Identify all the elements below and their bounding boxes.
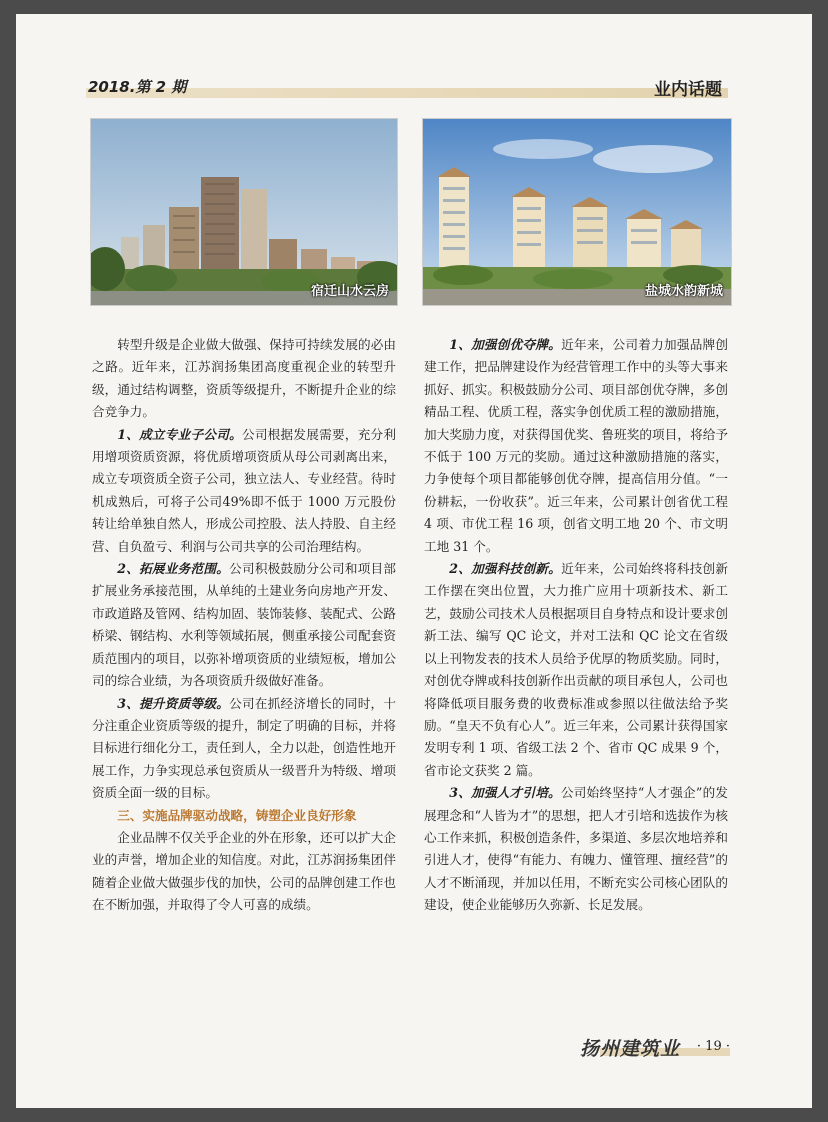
paragraph-body: 公司根据发展需要，充分利用增项资质资源，将优质增项资质从母公司剥离出来，成立专项资质全资子公司，独立法人、专业经营。待时机成熟后，可将子公司49%即不低于 1000 万元股份转让给单独自然人，形成公司控股、法人持股、自主经营、自负盈亏、利润与公司共享的公司治理结构。 bbox=[92, 426, 396, 554]
page-header bbox=[86, 76, 728, 98]
page-number: · 19 · bbox=[696, 1039, 730, 1054]
photo-right bbox=[422, 118, 732, 306]
building-photo-left bbox=[91, 119, 397, 305]
paragraph-body: 公司积极鼓励分公司和项目部扩展业务承接范围，从单纯的土建业务向房地产开发、市政道路及管网、结构加固、装饰装修、装配式、公路桥梁、钢结构、水利等领域拓展，侧重承接公司配套资质范围内的项目，以弥补增项资质的业绩短板，增加公司的综合业绩，为各项资质升级做好准备。 bbox=[92, 561, 396, 689]
page-footer bbox=[580, 1034, 730, 1060]
paragraph-body: 近年来，公司着力加强品牌创建工作，把品牌建设作为经营管理工作中的头等大事来抓好、抓实。积极鼓励分公司、项目部创优夺牌，多创精品工程、优质工程，落实争创优质工程的激励措施，加大奖励力度，对获得国优奖、鲁班奖的项目，将给予不低于 100 万元的奖励。通过这种激励措施的落实，力争使每个项目都能够创优夺牌，提高信用分值。“一份耕耘，一份收获”。近三年来，公司累计创省优工程 4 项、市优工程 16 项，创省文明工地 20 个、市文明工地 31 个。 bbox=[424, 337, 728, 554]
paragraph-body: 近年来，公司始终将科技创新工作摆在突出位置，大力推广应用十项新技术、新工艺，鼓励公司技术人员根据项目自身特点和设计要求创新工法、编写 QC 论文，并对工法和 QC 论文在省级以上刊物发表的技术人员给予优厚的物质奖励。同时，对创优夺牌或科技创新作出贡献的项目承包人，公司也将降低项目服务费的收费标准或参照以往做法给予奖励。“皇天不负有心人”。近三年来，公司累计获得国家发明专利 1 项、省级工法 2 个、省市 QC 成果 9 个，省市论文获奖 2 篇。 bbox=[424, 561, 728, 778]
section-heading: 三、实施品牌驱动战略，铸塑企业良好形象 bbox=[117, 807, 357, 823]
paragraph bbox=[424, 558, 728, 782]
paragraph bbox=[92, 693, 396, 805]
paragraph-lead: 2、拓展业务范围。 bbox=[117, 561, 230, 577]
paragraph: 转型升级是企业做大做强、保持可持续发展的必由之路。近年来，江苏润扬集团高度重视企业的转型升级，通过结构调整，资质等级提升，不断提升企业的综合竞争力。 bbox=[92, 337, 396, 420]
paragraph-lead: 1、成立专业子公司。 bbox=[117, 426, 242, 442]
paragraph-body: 公司在抓经济增长的同时，十分注重企业资质等级的提升，制定了明确的目标，并将目标进行细化分工，责任到人，全力以赴，创造性地开展工作，力争实现总承包资质从一级晋升为特级、增项资质全面一级的目标。 bbox=[92, 695, 396, 801]
left-column bbox=[92, 334, 396, 917]
paragraph bbox=[424, 782, 728, 916]
paragraph-lead: 1、加强创优夺牌。 bbox=[449, 337, 562, 352]
paragraph-lead: 3、提升资质等级。 bbox=[117, 695, 230, 711]
paragraph-lead: 2、加强科技创新。 bbox=[449, 561, 562, 577]
photo-left-caption: 宿迁山水云房 bbox=[310, 284, 389, 299]
photo-right-caption: 盐城水韵新城 bbox=[644, 284, 723, 299]
paragraph: 企业品牌不仅关乎企业的外在形象，还可以扩大企业的声誉，增加企业的知信度。对此，江苏润扬集团伴随着企业做大做强步伐的加快，公司的品牌创建工作也在不断加强，并取得了令人可喜的成绩。 bbox=[92, 829, 396, 913]
issue-label: 2018.第 2 期 bbox=[88, 78, 187, 96]
paragraph bbox=[92, 424, 396, 558]
paragraph-body: 公司始终坚持“人才强企”的发展理念和“人皆为才”的思想，把人才引培和选拔作为核心工作来抓，积极创造条件，多渠道、多层次地培养和引进人才，使得“有能力、有魄力、懂管理、擅经营”的人才不断涌现，并加以任用，不断充实公司核心团队的建设，使企业能够历久弥新、长足发展。 bbox=[424, 785, 728, 913]
paragraph bbox=[92, 558, 396, 692]
right-column bbox=[424, 334, 728, 917]
photo-left bbox=[90, 118, 398, 306]
section-title: 业内话题 bbox=[654, 80, 722, 100]
paragraph bbox=[424, 334, 728, 558]
paragraph-lead: 3、加强人才引培。 bbox=[449, 785, 561, 801]
magazine-name: 扬州建筑业 bbox=[580, 1038, 681, 1060]
building-photo-right bbox=[423, 119, 731, 305]
